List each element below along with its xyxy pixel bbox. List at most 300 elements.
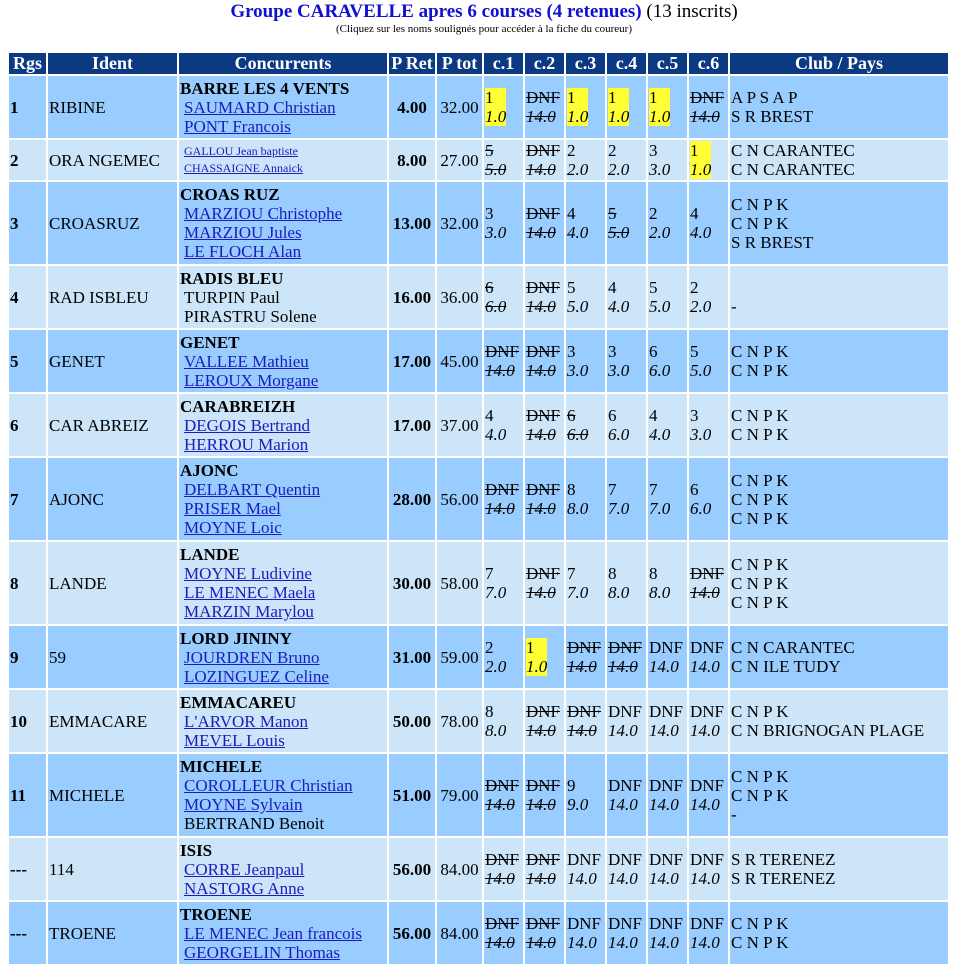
race-position: DNF xyxy=(485,776,520,795)
club-name: - xyxy=(731,297,737,316)
race-position: DNF xyxy=(485,342,520,361)
race-score: 2.0 xyxy=(608,160,630,179)
club-cell xyxy=(730,542,948,624)
crew-member-link[interactable]: MARZIN Marylou xyxy=(184,602,314,621)
race-position: 6 xyxy=(485,278,494,297)
race-3-cell xyxy=(566,266,605,328)
club-name: C N P K xyxy=(731,194,789,214)
race-position: 1 xyxy=(649,88,658,107)
crew-member-link[interactable]: GEORGELIN Thomas xyxy=(184,942,340,962)
crew-member-link[interactable]: PRISER Mael xyxy=(184,499,281,518)
crew-member-link[interactable]: DELBART Quentin xyxy=(184,480,321,499)
race-result xyxy=(567,702,601,740)
table-row xyxy=(9,394,948,456)
race-6-cell xyxy=(689,76,728,138)
race-position: DNF xyxy=(690,564,725,583)
race-score: 7.0 xyxy=(608,499,630,518)
competitors-cell xyxy=(179,76,387,138)
race-position: DNF xyxy=(608,914,643,933)
race-result xyxy=(690,914,724,952)
club-name: C N P K xyxy=(731,425,789,444)
boat-name: BARRE LES 4 VENTS xyxy=(180,78,350,98)
race-result xyxy=(608,204,629,242)
race-result xyxy=(690,702,724,740)
race-position: DNF xyxy=(649,776,684,795)
col-points-total: P tot xyxy=(437,53,482,74)
crew-member-link[interactable]: MOYNE Sylvain xyxy=(184,795,303,814)
race-result xyxy=(608,480,629,518)
rank-cell: 1 xyxy=(9,76,46,138)
race-1-cell xyxy=(484,76,523,138)
race-result xyxy=(485,914,519,952)
race-3-cell xyxy=(566,182,605,264)
col-rank: Rgs xyxy=(9,53,46,74)
race-position: 4 xyxy=(567,204,576,223)
rank-cell: 8 xyxy=(9,542,46,624)
club-name: C N P K xyxy=(731,702,789,721)
rank-cell: 5 xyxy=(9,330,46,392)
club-cell xyxy=(730,76,948,138)
club-name: C N P K xyxy=(731,489,789,509)
col-competitors: Concurrents xyxy=(179,53,387,74)
club-cell xyxy=(730,182,948,264)
table-header-row xyxy=(9,53,948,74)
race-score: 6.0 xyxy=(567,425,589,444)
club-cell xyxy=(730,266,948,328)
race-result xyxy=(526,850,560,888)
ident-cell: CAR ABREIZ xyxy=(48,394,177,456)
club-name: A P S A P xyxy=(731,88,798,107)
race-position: 2 xyxy=(608,141,617,160)
race-score: 3.0 xyxy=(608,361,630,380)
race-score: 4.0 xyxy=(485,425,507,444)
race-score: 14.0 xyxy=(526,361,556,380)
race-5-cell xyxy=(648,690,687,752)
points-retained-cell: 51.00 xyxy=(389,754,435,836)
race-result xyxy=(485,638,506,676)
race-position: DNF xyxy=(567,702,602,721)
race-score: 8.0 xyxy=(567,499,589,518)
race-score: 14.0 xyxy=(526,721,556,740)
race-position: 8 xyxy=(608,564,617,583)
crew-member-link[interactable]: PONT Francois xyxy=(184,116,291,136)
ident-cell: ORA NGEMEC xyxy=(48,140,177,180)
race-result xyxy=(485,406,506,444)
race-1-cell xyxy=(484,838,523,900)
race-score: 3.0 xyxy=(649,160,671,179)
race-position: DNF xyxy=(690,850,725,869)
race-position: DNF xyxy=(690,702,725,721)
club-name: - xyxy=(731,804,737,824)
race-2-cell xyxy=(525,626,564,688)
race-score: 14.0 xyxy=(526,107,556,126)
race-2-cell xyxy=(525,902,564,964)
crew-member-link[interactable]: L'ARVOR Manon xyxy=(184,711,309,731)
race-6-cell xyxy=(689,542,728,624)
crew-member-link[interactable]: DEGOIS Bertrand xyxy=(184,415,311,435)
crew-member: PIRASTRU Solene xyxy=(184,306,317,326)
race-score: 14.0 xyxy=(567,869,597,888)
crew-member-link[interactable]: MARZIOU Christophe xyxy=(184,204,343,223)
col-ident: Ident xyxy=(48,53,177,74)
points-total-cell: 45.00 xyxy=(437,330,482,392)
club-name: C N P K xyxy=(731,470,789,490)
race-6-cell xyxy=(689,690,728,752)
race-score: 7.0 xyxy=(649,499,671,518)
ident-cell: 114 xyxy=(48,838,177,900)
race-position: 2 xyxy=(690,278,699,297)
rank-cell: 4 xyxy=(9,266,46,328)
points-retained-cell: 13.00 xyxy=(389,182,435,264)
race-result xyxy=(526,88,560,126)
crew-member-link[interactable]: VALLEE Mathieu xyxy=(184,351,309,371)
club-name: C N ILE TUDY xyxy=(731,657,841,676)
race-score: 1.0 xyxy=(649,107,671,126)
race-position: DNF xyxy=(526,914,561,933)
race-2-cell xyxy=(525,330,564,392)
race-score: 14.0 xyxy=(608,795,638,814)
col-race-4: c.4 xyxy=(607,53,646,74)
race-score: 2.0 xyxy=(690,297,712,316)
ident-cell: LANDE xyxy=(48,542,177,624)
ident-cell: RAD ISBLEU xyxy=(48,266,177,328)
race-result xyxy=(526,278,560,316)
ident-cell: MICHELE xyxy=(48,754,177,836)
points-retained-cell: 56.00 xyxy=(389,902,435,964)
race-1-cell xyxy=(484,458,523,540)
points-retained-cell: 17.00 xyxy=(389,394,435,456)
rank-cell: --- xyxy=(9,902,46,964)
race-2-cell xyxy=(525,266,564,328)
race-5-cell xyxy=(648,330,687,392)
crew-member-link[interactable]: SAUMARD Christian xyxy=(184,97,336,117)
club-cell xyxy=(730,330,948,392)
race-score: 6.0 xyxy=(485,297,507,316)
club-name: S R TERENEZ xyxy=(731,850,836,869)
race-result xyxy=(690,776,724,814)
race-result xyxy=(526,480,560,518)
rank-cell: --- xyxy=(9,838,46,900)
race-result xyxy=(567,914,601,952)
race-score: 14.0 xyxy=(608,933,638,952)
race-score: 14.0 xyxy=(649,657,679,676)
boat-name: ISIS xyxy=(180,840,213,860)
race-score: 14.0 xyxy=(690,933,720,952)
race-result xyxy=(649,480,670,518)
ident-cell: 59 xyxy=(48,626,177,688)
race-result xyxy=(485,702,506,740)
race-1-cell xyxy=(484,542,523,624)
race-5-cell xyxy=(648,838,687,900)
race-position: DNF xyxy=(485,914,520,933)
race-2-cell xyxy=(525,394,564,456)
crew-member-link[interactable]: HERROU Marion xyxy=(184,434,309,454)
race-score: 14.0 xyxy=(485,869,515,888)
race-result xyxy=(567,480,588,518)
race-result xyxy=(567,776,588,814)
club-name: C N BRIGNOGAN PLAGE xyxy=(731,721,925,740)
race-result xyxy=(485,342,519,380)
boat-name: EMMACAREU xyxy=(180,692,297,712)
race-result xyxy=(649,406,670,444)
race-result xyxy=(567,278,588,316)
race-position: DNF xyxy=(485,850,520,869)
club-name: S R BREST xyxy=(731,232,814,252)
crew-member-link[interactable]: MEVEL Louis xyxy=(184,730,285,750)
race-6-cell xyxy=(689,394,728,456)
race-2-cell xyxy=(525,754,564,836)
race-result xyxy=(690,342,711,380)
race-score: 1.0 xyxy=(608,107,630,126)
table-row xyxy=(9,266,948,328)
points-total-cell: 84.00 xyxy=(437,838,482,900)
club-name: C N P K xyxy=(731,933,789,952)
race-6-cell xyxy=(689,140,728,180)
race-5-cell xyxy=(648,902,687,964)
race-position: DNF xyxy=(690,88,725,107)
points-total-cell: 27.00 xyxy=(437,140,482,180)
race-result xyxy=(649,342,670,380)
race-position: 7 xyxy=(567,564,576,583)
competitors-cell xyxy=(179,754,387,836)
race-3-cell xyxy=(566,754,605,836)
race-result xyxy=(649,278,670,316)
race-score: 14.0 xyxy=(526,869,556,888)
race-position: 2 xyxy=(649,204,658,223)
crew-member-link[interactable]: MARZIOU Jules xyxy=(184,223,302,242)
race-score: 14.0 xyxy=(485,795,515,814)
crew-member-link[interactable]: COROLLEUR Christian xyxy=(184,776,353,795)
race-5-cell xyxy=(648,458,687,540)
rank-cell: 3 xyxy=(9,182,46,264)
race-2-cell xyxy=(525,182,564,264)
race-6-cell xyxy=(689,902,728,964)
race-position: DNF xyxy=(608,638,643,657)
crew-member-link[interactable]: NASTORG Anne xyxy=(184,878,305,898)
race-score: 14.0 xyxy=(567,657,597,676)
race-3-cell xyxy=(566,394,605,456)
crew-member-link[interactable]: LE FLOCH Alan xyxy=(184,242,302,261)
race-result xyxy=(526,638,547,676)
ident-cell: GENET xyxy=(48,330,177,392)
race-6-cell xyxy=(689,182,728,264)
crew-member-link[interactable]: CHASSAIGNE Annaick xyxy=(184,161,303,175)
race-score: 14.0 xyxy=(485,933,515,952)
race-score: 14.0 xyxy=(690,869,720,888)
race-position: DNF xyxy=(690,776,725,795)
page-title xyxy=(0,2,968,22)
race-position: 8 xyxy=(485,702,494,721)
club-name: C N P K xyxy=(731,508,789,528)
results-table xyxy=(7,51,950,966)
page-subtitle: (Cliquez sur les noms soulignés pour accéder à la fiche du coureur) xyxy=(336,23,632,35)
points-retained-cell: 50.00 xyxy=(389,690,435,752)
race-4-cell xyxy=(607,266,646,328)
race-score: 14.0 xyxy=(567,721,597,740)
col-race-6: c.6 xyxy=(689,53,728,74)
race-score: 14.0 xyxy=(649,933,679,952)
race-6-cell xyxy=(689,266,728,328)
club-name: S R BREST xyxy=(731,107,814,126)
race-2-cell xyxy=(525,690,564,752)
race-4-cell xyxy=(607,330,646,392)
club-name: S R TERENEZ xyxy=(731,869,836,888)
race-result xyxy=(567,638,601,676)
competitors-cell xyxy=(179,902,387,964)
race-position: 3 xyxy=(567,342,576,361)
race-3-cell xyxy=(566,690,605,752)
race-result xyxy=(567,141,588,179)
race-score: 14.0 xyxy=(608,657,638,676)
race-score: 14.0 xyxy=(526,297,556,316)
race-2-cell xyxy=(525,458,564,540)
col-race-1: c.1 xyxy=(484,53,523,74)
race-result xyxy=(608,342,629,380)
col-race-5: c.5 xyxy=(648,53,687,74)
crew-member: TURPIN Paul xyxy=(184,287,280,307)
race-result xyxy=(526,564,560,602)
race-4-cell xyxy=(607,754,646,836)
race-score: 8.0 xyxy=(649,583,671,602)
race-score: 3.0 xyxy=(485,223,507,242)
race-score: 6.0 xyxy=(608,425,630,444)
table-row xyxy=(9,330,948,392)
rank-cell: 6 xyxy=(9,394,46,456)
crew-member-link[interactable]: MOYNE Ludivine xyxy=(184,564,312,583)
crew-member-link[interactable]: LE MENEC Maela xyxy=(184,583,316,602)
race-6-cell xyxy=(689,838,728,900)
race-6-cell xyxy=(689,626,728,688)
race-score: 14.0 xyxy=(526,499,556,518)
race-score: 6.0 xyxy=(649,361,671,380)
boat-name: AJONC xyxy=(180,461,239,480)
race-position: DNF xyxy=(567,638,602,657)
race-1-cell xyxy=(484,330,523,392)
crew-member-link[interactable]: CORRE Jeanpaul xyxy=(184,859,305,879)
race-1-cell xyxy=(484,182,523,264)
race-3-cell xyxy=(566,458,605,540)
race-result xyxy=(567,850,601,888)
club-cell xyxy=(730,902,948,964)
crew-member: BERTRAND Benoit xyxy=(184,814,325,833)
race-position: 3 xyxy=(649,141,658,160)
points-retained-cell: 30.00 xyxy=(389,542,435,624)
race-5-cell xyxy=(648,182,687,264)
ident-cell: EMMACARE xyxy=(48,690,177,752)
race-position: DNF xyxy=(608,702,643,721)
boat-name: MICHELE xyxy=(180,757,263,776)
crew-member-link[interactable]: LEROUX Morgane xyxy=(184,370,319,390)
race-3-cell xyxy=(566,626,605,688)
race-5-cell xyxy=(648,542,687,624)
race-result xyxy=(608,850,642,888)
race-position: 8 xyxy=(649,564,658,583)
points-total-cell: 56.00 xyxy=(437,458,482,540)
race-position: DNF xyxy=(649,914,684,933)
race-score: 14.0 xyxy=(526,583,556,602)
ident-cell: CROASRUZ xyxy=(48,182,177,264)
race-3-cell xyxy=(566,330,605,392)
club-name: C N P K xyxy=(731,914,789,933)
rank-cell: 10 xyxy=(9,690,46,752)
race-score: 14.0 xyxy=(649,795,679,814)
rank-cell: 2 xyxy=(9,140,46,180)
crew-member-link[interactable]: GALLOU Jean baptiste xyxy=(184,144,298,158)
race-result xyxy=(485,564,506,602)
race-result xyxy=(649,638,683,676)
competitors-cell xyxy=(179,266,387,328)
race-score: 3.0 xyxy=(567,361,589,380)
crew-member-link[interactable]: LOZINGUEZ Celine xyxy=(184,666,329,686)
race-position: DNF xyxy=(567,914,602,933)
race-position: DNF xyxy=(608,850,643,869)
race-4-cell xyxy=(607,838,646,900)
points-retained-cell: 31.00 xyxy=(389,626,435,688)
race-4-cell xyxy=(607,394,646,456)
race-1-cell xyxy=(484,394,523,456)
race-4-cell xyxy=(607,690,646,752)
club-name: C N P K xyxy=(731,342,789,361)
crew-member-link[interactable]: LE MENEC Jean francois xyxy=(184,923,362,943)
club-name: C N P K xyxy=(731,573,789,593)
race-score: 14.0 xyxy=(690,107,720,126)
race-position: 3 xyxy=(608,342,617,361)
race-position: DNF xyxy=(649,638,684,657)
race-position: 1 xyxy=(485,88,494,107)
race-score: 14.0 xyxy=(526,160,556,179)
boat-name: TROENE xyxy=(180,904,252,924)
race-3-cell xyxy=(566,542,605,624)
competitors-cell xyxy=(179,690,387,752)
race-result xyxy=(608,278,629,316)
race-score: 5.0 xyxy=(608,223,630,242)
club-cell xyxy=(730,626,948,688)
ident-cell: TROENE xyxy=(48,902,177,964)
rank-cell: 7 xyxy=(9,458,46,540)
points-retained-cell: 56.00 xyxy=(389,838,435,900)
race-score: 5.0 xyxy=(567,297,589,316)
club-name: C N P K xyxy=(731,554,789,574)
points-retained-cell: 28.00 xyxy=(389,458,435,540)
race-6-cell xyxy=(689,458,728,540)
competitors-cell xyxy=(179,458,387,540)
race-result xyxy=(485,776,519,814)
crew-member-link[interactable]: MOYNE Loic xyxy=(184,518,282,537)
race-position: DNF xyxy=(690,914,725,933)
race-result xyxy=(567,564,588,602)
points-total-cell: 59.00 xyxy=(437,626,482,688)
race-score: 5.0 xyxy=(649,297,671,316)
competitors-cell xyxy=(179,330,387,392)
race-result xyxy=(649,850,683,888)
competitors-cell xyxy=(179,542,387,624)
club-name: C N CARANTEC xyxy=(731,638,855,657)
competitors-cell xyxy=(179,838,387,900)
race-position: DNF xyxy=(526,88,561,107)
race-result xyxy=(649,204,670,242)
race-result xyxy=(608,406,629,444)
club-name: C N P K xyxy=(731,785,789,805)
race-position: DNF xyxy=(526,564,561,583)
race-result xyxy=(649,776,683,814)
race-score: 14.0 xyxy=(690,657,720,676)
points-total-cell: 32.00 xyxy=(437,182,482,264)
race-position: 8 xyxy=(567,480,576,499)
crew-member-link[interactable]: JOURDREN Bruno xyxy=(184,647,320,667)
race-2-cell xyxy=(525,140,564,180)
race-position: 5 xyxy=(690,342,699,361)
competitors-cell xyxy=(179,140,387,180)
